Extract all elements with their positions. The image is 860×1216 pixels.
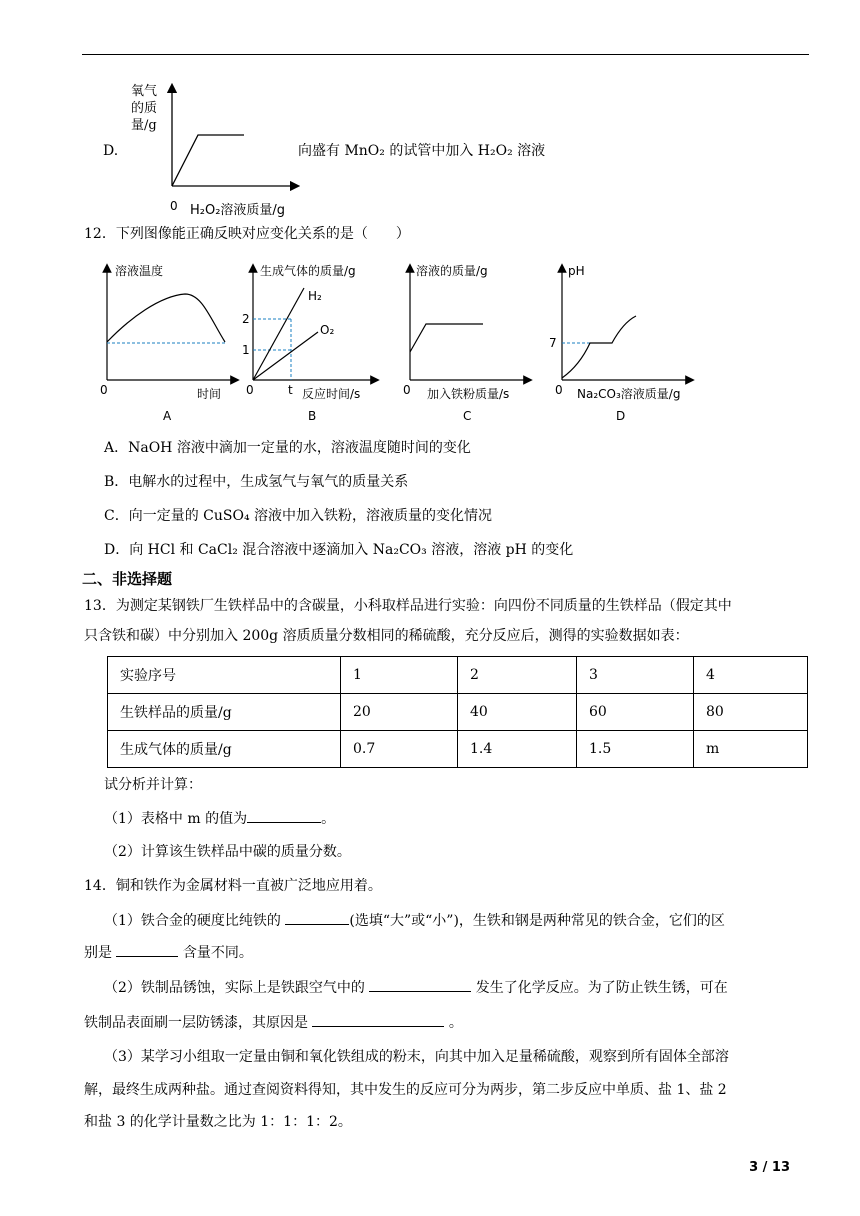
page-number: 3 / 13 — [749, 1160, 790, 1175]
q14-sub1-line2 — [84, 942, 253, 963]
q14-sub3-line3: 和盐 3 的化学计量数之比为 1：1：1：2。 — [84, 1114, 352, 1130]
table-row — [108, 657, 808, 694]
q14-s1-text-c: 别是 — [84, 945, 117, 961]
q14-s1-text-b: (选填“大”或“小”)，生铁和钢是两种常见的铁合金，它们的区 — [349, 913, 725, 929]
q14-sub3-line2: 解，最终生成两种盐。通过查阅资料得知，其中发生的反应可分为两步，第二步反应中单质、盐 1、盐 2 — [84, 1082, 727, 1098]
q11d-ylabel-line2: 的质 — [131, 101, 158, 116]
q11d-curve — [172, 135, 244, 186]
chart-d-xlabel: Na₂CO₃溶液质量/g — [577, 387, 681, 401]
chart-b — [242, 263, 375, 423]
chart-b-label-o2: O₂ — [320, 323, 335, 337]
q13-stem-line1: 13．为测定某钢铁厂生铁样品中的含碳量，小科取样品进行实验：向四份不同质量的生铁样品（假定其中 — [84, 598, 732, 614]
table-cell: 80 — [694, 694, 808, 731]
q14-stem: 14．铜和铁作为金属材料一直被广泛地应用着。 — [84, 878, 382, 894]
table-cell: 20 — [341, 694, 458, 731]
chart-a — [100, 263, 235, 423]
chart-c — [403, 263, 528, 423]
q14-s1-text-d: 含量不同。 — [178, 945, 253, 961]
q12-option-c: C．向一定量的 CuSO₄ 溶液中加入铁粉，溶液质量的变化情况 — [104, 508, 493, 524]
chart-b-label-h2: H₂ — [308, 289, 322, 303]
q13-stem-line2: 只含铁和碳）中分别加入 200g 溶质质量分数相同的稀硫酸，充分反应后，测得的实验数据如表： — [84, 628, 689, 644]
q14-s2-text-d: 。 — [444, 1015, 463, 1031]
q13-data-table — [107, 656, 808, 768]
table-cell: 0.7 — [341, 731, 458, 768]
q13-sub2: （2）计算该生铁样品中碳的质量分数。 — [104, 844, 351, 860]
chart-a-caption: A — [163, 409, 172, 423]
q11d-description: 向盛有 MnO₂ 的试管中加入 H₂O₂ 溶液 — [298, 143, 546, 159]
q11d-xlabel: H₂O₂溶液质量/g — [190, 203, 286, 218]
chart-d-curve — [562, 316, 636, 378]
q14-s2-text-a: （2）铁制品锈蚀，实际上是铁跟空气中的 — [104, 980, 370, 996]
header-rule — [82, 54, 809, 55]
q11d-ylabel-line3: 量/g — [131, 118, 157, 133]
answer-blank-air[interactable] — [369, 977, 471, 992]
table-cell: m — [694, 731, 808, 768]
q13-prompt: 试分析并计算： — [104, 777, 202, 793]
q11d-ylabel — [131, 83, 157, 134]
chart-b-line-h2 — [253, 288, 304, 380]
q12-charts — [90, 258, 715, 428]
table-cell: 60 — [577, 694, 694, 731]
table-cell: 40 — [458, 694, 577, 731]
table-cell: 4 — [694, 657, 808, 694]
answer-blank-hardness[interactable] — [285, 910, 349, 925]
table-cell: 3 — [577, 657, 694, 694]
chart-d-caption: D — [616, 409, 626, 423]
chart-d-ylabel: pH — [568, 264, 585, 278]
q11d-chart — [160, 80, 300, 195]
chart-d-origin: 0 — [555, 383, 563, 397]
q11d-ylabel-line1: 氧气 — [131, 84, 158, 99]
chart-a-curve — [107, 294, 225, 342]
table-row — [108, 731, 808, 768]
chart-d — [549, 264, 690, 423]
q12-stem: 12．下列图像能正确反映对应变化关系的是（ ） — [84, 226, 410, 242]
table-cell: 2 — [458, 657, 577, 694]
q12-option-a: A．NaOH 溶液中滴加一定量的水，溶液温度随时间的变化 — [104, 440, 471, 456]
chart-c-ylabel: 溶液的质量/g — [416, 264, 488, 278]
chart-c-caption: C — [463, 409, 472, 423]
chart-b-xlabel: 反应时间/s — [302, 387, 361, 401]
q14-s2-text-c: 铁制品表面刷一层防锈漆，其原因是 — [84, 1015, 313, 1031]
chart-b-tick-t: t — [288, 383, 293, 397]
q13-sub1 — [104, 808, 335, 829]
table-cell: 生成气体的质量/g — [108, 731, 341, 768]
q14-s2-text-b: 发生了化学反应。为了防止铁生锈，可在 — [471, 980, 728, 996]
table-cell: 1 — [341, 657, 458, 694]
answer-blank-m[interactable] — [247, 808, 321, 823]
chart-c-curve — [410, 324, 483, 352]
chart-a-ylabel: 溶液温度 — [115, 264, 164, 278]
table-cell: 1.5 — [577, 731, 694, 768]
table-cell: 生铁样品的质量/g — [108, 694, 341, 731]
table-cell: 实验序号 — [108, 657, 341, 694]
chart-a-origin: 0 — [100, 383, 108, 397]
chart-b-ylabel: 生成气体的质量/g — [260, 264, 356, 278]
chart-d-tick-7: 7 — [549, 336, 557, 350]
q14-sub2-line1 — [104, 977, 728, 998]
answer-blank-reason[interactable] — [312, 1012, 444, 1027]
q13-sub1-end: 。 — [321, 811, 336, 827]
chart-b-origin: 0 — [246, 383, 254, 397]
q11d-origin: 0 — [170, 199, 178, 213]
q12-option-b: B．电解水的过程中，生成氢气与氧气的质量关系 — [104, 474, 409, 490]
chart-a-xlabel: 时间 — [197, 387, 222, 401]
chart-b-caption: B — [308, 409, 317, 423]
q14-sub3-line1: （3）某学习小组取一定量由铜和氧化铁组成的粉末，向其中加入足量稀硫酸，观察到所有固体全部溶 — [104, 1049, 729, 1065]
chart-b-line-o2 — [253, 332, 318, 380]
q14-sub2-line2 — [84, 1012, 463, 1033]
table-cell: 1.4 — [458, 731, 577, 768]
q12-option-d: D．向 HCl 和 CaCl₂ 混合溶液中逐滴加入 Na₂CO₃ 溶液，溶液 pH 的变化 — [104, 542, 574, 558]
answer-blank-content[interactable] — [116, 942, 178, 957]
q11-option-d-label: D. — [103, 143, 119, 159]
q14-s1-text-a: （1）铁合金的硬度比纯铁的 — [104, 913, 286, 929]
q13-sub1-text: （1）表格中 m 的值为 — [104, 811, 248, 827]
chart-b-tick-2: 2 — [242, 312, 250, 326]
chart-c-origin: 0 — [403, 383, 411, 397]
table-row — [108, 694, 808, 731]
chart-c-xlabel: 加入铁粉质量/s — [427, 387, 510, 401]
chart-b-tick-1: 1 — [242, 343, 250, 357]
section-heading: 二、非选择题 — [82, 570, 173, 588]
q14-sub1-line1 — [104, 910, 725, 931]
